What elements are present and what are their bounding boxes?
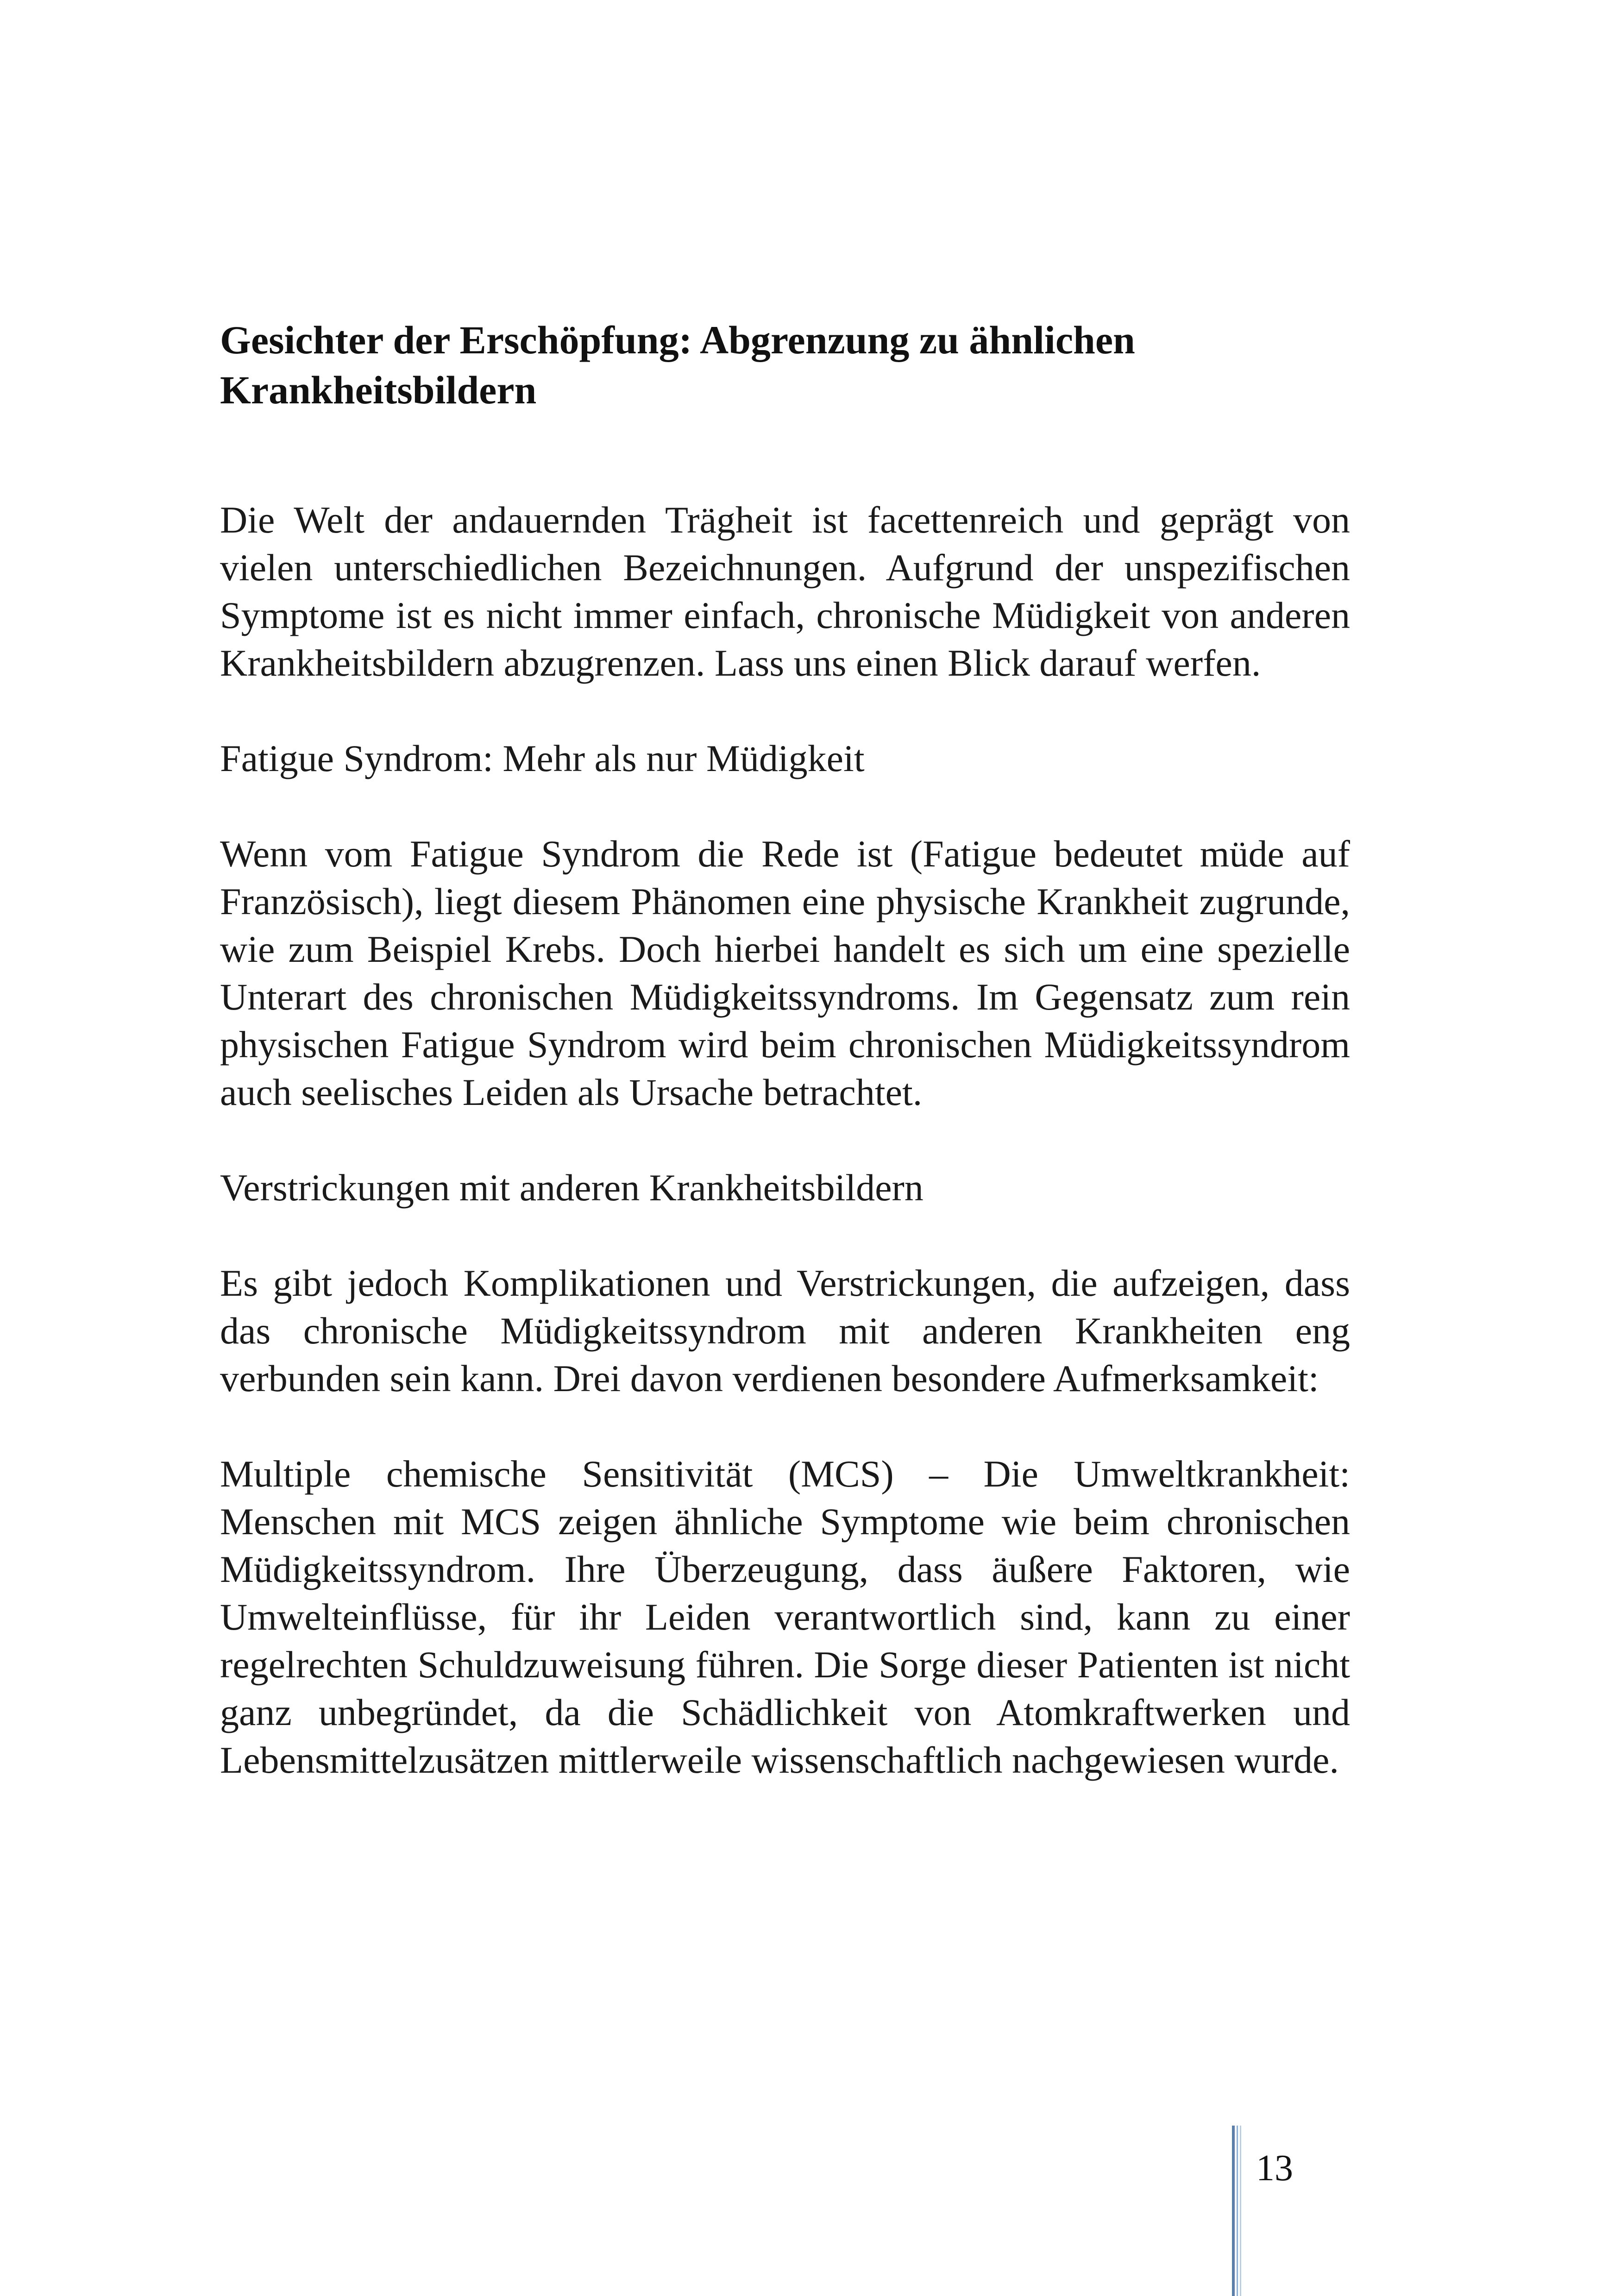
verstrickungen-paragraph: Es gibt jedoch Komplikationen und Verstrickungen, die aufzeigen, dass das chronische Müdigkeitssyndrom mit anderen Krankheiten eng verbunden sein kann. Drei davon verdienen besondere Aufmerksamkeit: xyxy=(220,1262,1350,1399)
spacer xyxy=(220,1402,1350,1450)
page-number-rule xyxy=(1232,2126,1243,2296)
fatigue-subheading: Fatigue Syndrom: Mehr als nur Müdigkeit xyxy=(220,737,865,779)
fatigue-paragraph: Wenn vom Fatigue Syndrom die Rede ist (Fatigue bedeutet müde auf Französisch), liegt diesem Phänomen eine physische Krankheit zugrunde, wie zum Beispiel Krebs. Doch hierbei handelt es sich um eine spezielle Unterart des chronischen Müdigkeitssyndroms. Im Gegensatz zum rein physischen Fatigue Syndrom wird beim chronischen Müdigkeitssyndrom auch seelisches Leiden als Ursache betrachtet. xyxy=(220,833,1350,1113)
intro-paragraph: Die Welt der andauernden Trägheit ist facettenreich und geprägt von vielen unterschiedlichen Bezeichnungen. Aufgrund der unspezifischen Symptome ist es nicht immer einfach, chronische Müdigkeit von anderen Krankheitsbildern abzugrenzen. Lass uns einen Blick darauf werfen. xyxy=(220,499,1350,684)
rule-line xyxy=(1237,2126,1238,2296)
rule-line xyxy=(1232,2126,1235,2296)
spacer xyxy=(220,415,1350,496)
page-number: 13 xyxy=(1256,2148,1293,2189)
section-heading: Gesichter der Erschöpfung: Abgrenzung zu ähnlichen Krankheitsbildern xyxy=(220,318,1135,412)
verstrickungen-subheading: Verstrickungen mit anderen Krankheitsbildern xyxy=(220,1167,924,1209)
spacer xyxy=(220,782,1350,830)
page-content xyxy=(220,315,1350,1784)
mcs-paragraph: Multiple chemische Sensitivität (MCS) – Die Umweltkrankheit: Menschen mit MCS zeigen ähnliche Symptome wie beim chronischen Müdigkeitssyndrom. Ihre Überzeugung, dass äußere Faktoren, wie Umwelteinflüsse, für ihr Leiden verantwortlich sind, kann zu einer regelrechten Schuldzuweisung führen. Die Sorge dieser Patienten ist nicht ganz unbegründet, da die Schädlichkeit von Atomkraftwerken und Lebensmittelzusätzen mittlerweile wissenschaftlich nachgewiesen wurde. xyxy=(220,1453,1350,1781)
spacer xyxy=(220,687,1350,734)
rule-line xyxy=(1240,2126,1241,2296)
spacer xyxy=(220,1211,1350,1259)
spacer xyxy=(220,1116,1350,1164)
